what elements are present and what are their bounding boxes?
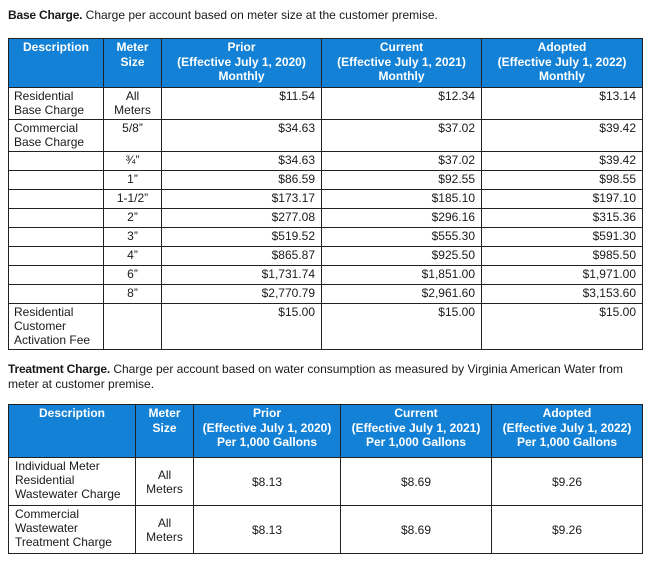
table-row [9, 228, 643, 247]
row-prior: $519.52 [162, 228, 322, 247]
row-current: $8.69 [341, 458, 492, 506]
row-adopted: $591.30 [482, 228, 643, 247]
row-adopted: $1,971.00 [482, 266, 643, 285]
row-prior: $34.63 [162, 120, 322, 152]
row-description: Individual Meter Residential Wastewater Charge [9, 458, 136, 506]
row-description [9, 228, 104, 247]
row-meter-size: 5/8” [104, 120, 162, 152]
row-adopted: $197.10 [482, 190, 643, 209]
row-prior: $15.00 [162, 304, 322, 350]
header-current: Current (Effective July 1, 2021) Monthly [322, 39, 482, 88]
header-current: Current (Effective July 1, 2021) Per 1,000 Gallons [341, 405, 492, 458]
table-row [9, 190, 643, 209]
treatment-charge-description: Charge per account based on water consumption as measured by Virginia American Water from meter at customer premise. [8, 362, 623, 391]
row-prior: $8.13 [194, 506, 341, 554]
row-prior: $865.87 [162, 247, 322, 266]
table-row [9, 152, 643, 171]
table-row [9, 266, 643, 285]
row-meter-size: 6” [104, 266, 162, 285]
row-description [9, 171, 104, 190]
header-meter-size: Meter Size [136, 405, 194, 458]
row-meter-size: 8” [104, 285, 162, 304]
header-adopted: Adopted (Effective July 1, 2022) Monthly [482, 39, 643, 88]
base-charge-description: Charge per account based on meter size at the customer premise. [85, 8, 438, 22]
header-prior: Prior (Effective July 1, 2020) Per 1,000 Gallons [194, 405, 341, 458]
row-current: $555.30 [322, 228, 482, 247]
row-description [9, 266, 104, 285]
table-row [9, 247, 643, 266]
row-adopted: $13.14 [482, 88, 643, 120]
table-header-row [9, 39, 643, 88]
row-description [9, 285, 104, 304]
row-adopted: $315.36 [482, 209, 643, 228]
table-row [9, 285, 643, 304]
row-description: Commercial Wastewater Treatment Charge [9, 506, 136, 554]
row-description [9, 209, 104, 228]
table-row [9, 120, 643, 152]
row-meter-size: All Meters [136, 506, 194, 554]
header-description: Description [9, 39, 104, 88]
row-adopted: $39.42 [482, 152, 643, 171]
row-prior: $173.17 [162, 190, 322, 209]
row-current: $8.69 [341, 506, 492, 554]
table-row [9, 304, 643, 350]
row-meter-size: All Meters [136, 458, 194, 506]
table-row [9, 171, 643, 190]
treatment-charge-heading [8, 362, 648, 392]
row-current: $92.55 [322, 171, 482, 190]
row-description [9, 247, 104, 266]
header-meter-size: Meter Size [104, 39, 162, 88]
row-adopted: $98.55 [482, 171, 643, 190]
row-adopted: $3,153.60 [482, 285, 643, 304]
row-current: $12.34 [322, 88, 482, 120]
row-prior: $34.63 [162, 152, 322, 171]
header-description: Description [9, 405, 136, 458]
row-meter-size: 2” [104, 209, 162, 228]
row-prior: $8.13 [194, 458, 341, 506]
row-meter-size: 1-1/2” [104, 190, 162, 209]
table-row [9, 88, 643, 120]
row-prior: $86.59 [162, 171, 322, 190]
treatment-charge-table [8, 404, 643, 554]
row-description [9, 152, 104, 171]
base-charge-heading [8, 8, 648, 23]
row-description: Commercial Base Charge [9, 120, 104, 152]
header-adopted: Adopted (Effective July 1, 2022) Per 1,000 Gallons [492, 405, 643, 458]
row-current: $1,851.00 [322, 266, 482, 285]
row-meter-size: All Meters [104, 88, 162, 120]
treatment-charge-title: Treatment Charge. [8, 362, 110, 376]
row-prior: $2,770.79 [162, 285, 322, 304]
row-adopted: $39.42 [482, 120, 643, 152]
base-charge-table [8, 38, 643, 350]
row-description: Residential Customer Activation Fee [9, 304, 104, 350]
row-meter-size: 3” [104, 228, 162, 247]
row-meter-size: 1” [104, 171, 162, 190]
row-description [9, 190, 104, 209]
row-current: $37.02 [322, 120, 482, 152]
row-meter-size: 4” [104, 247, 162, 266]
row-adopted: $15.00 [482, 304, 643, 350]
row-adopted: $9.26 [492, 506, 643, 554]
base-charge-title: Base Charge. [8, 8, 83, 22]
table-header-row [9, 405, 643, 458]
table-row [9, 506, 643, 554]
header-prior: Prior (Effective July 1, 2020) Monthly [162, 39, 322, 88]
row-adopted: $9.26 [492, 458, 643, 506]
row-adopted: $985.50 [482, 247, 643, 266]
row-current: $185.10 [322, 190, 482, 209]
row-prior: $11.54 [162, 88, 322, 120]
row-description: Residential Base Charge [9, 88, 104, 120]
row-current: $2,961.60 [322, 285, 482, 304]
table-row [9, 209, 643, 228]
row-prior: $277.08 [162, 209, 322, 228]
row-current: $925.50 [322, 247, 482, 266]
row-meter-size [104, 304, 162, 350]
table-row [9, 458, 643, 506]
row-current: $37.02 [322, 152, 482, 171]
row-current: $296.16 [322, 209, 482, 228]
row-prior: $1,731.74 [162, 266, 322, 285]
row-meter-size: ¾” [104, 152, 162, 171]
row-current: $15.00 [322, 304, 482, 350]
